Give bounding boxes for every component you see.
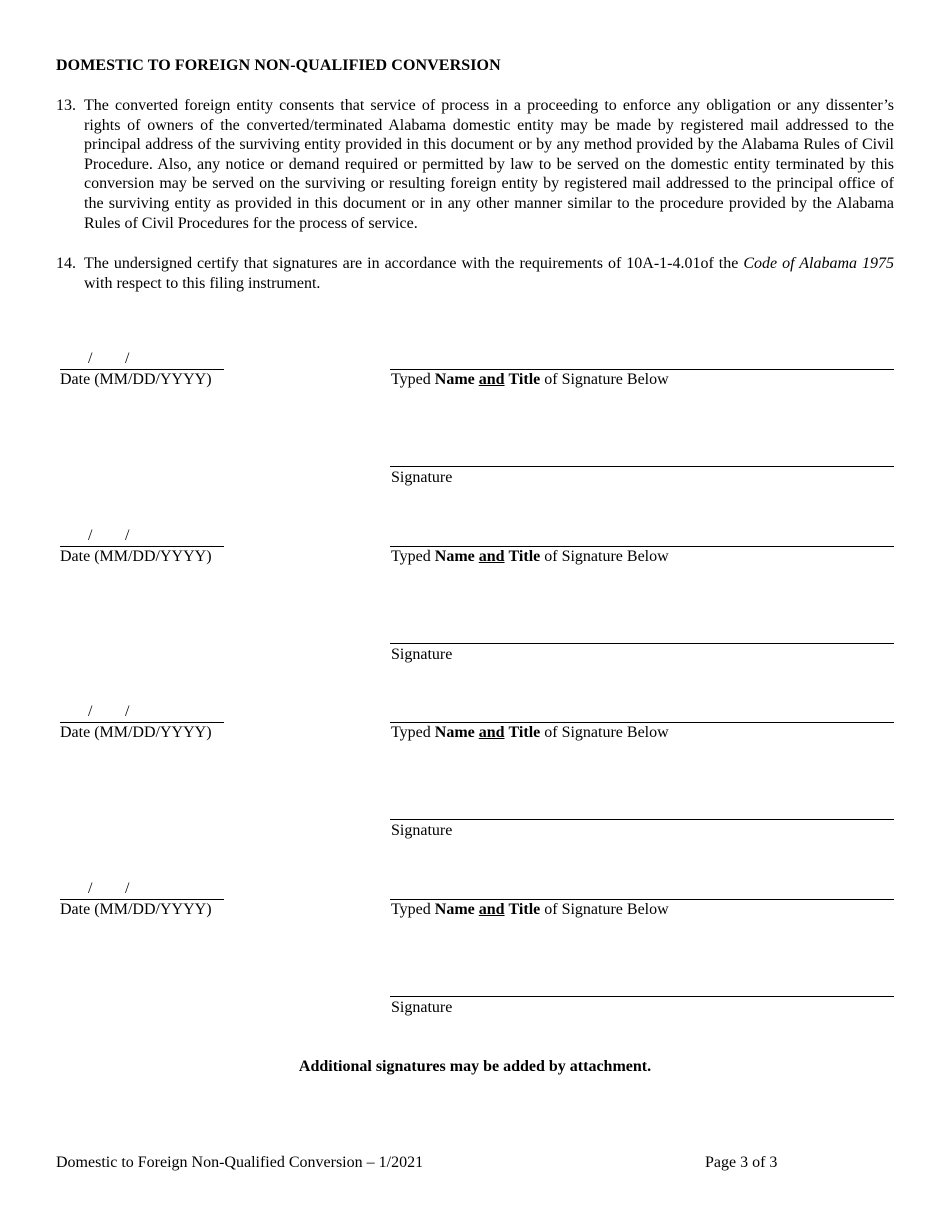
typed-name-field[interactable] xyxy=(390,899,894,900)
typed-name-field[interactable] xyxy=(390,546,894,547)
footer-form-name: Domestic to Foreign Non-Qualified Conversion – 1/2021 xyxy=(56,1154,424,1171)
date-label: Date (MM/DD/YYYY) xyxy=(60,371,212,388)
item-text-before: The undersigned certify that signatures are in accordance with the requirements of 10A-1-4.01of the xyxy=(84,255,744,272)
date-field[interactable] xyxy=(60,880,224,900)
signature-label: Signature xyxy=(391,822,453,839)
signature-field[interactable] xyxy=(390,819,894,820)
signature-label: Signature xyxy=(391,469,453,486)
typed-name-label: Typed Name and Title of Signature Below xyxy=(391,901,669,918)
signature-label: Signature xyxy=(391,646,453,663)
typed-name-label: Typed Name and Title of Signature Below xyxy=(391,548,669,565)
item-13 xyxy=(56,96,894,233)
signature-field[interactable] xyxy=(390,643,894,644)
date-label: Date (MM/DD/YYYY) xyxy=(60,724,212,741)
item-number: 14. xyxy=(56,255,76,272)
date-separator: / xyxy=(125,703,130,720)
item-text xyxy=(84,254,894,293)
date-label: Date (MM/DD/YYYY) xyxy=(60,548,212,565)
typed-name-field[interactable] xyxy=(390,722,894,723)
typed-name-label: Typed Name and Title of Signature Below xyxy=(391,724,669,741)
date-separator: / xyxy=(125,880,130,897)
date-separator: / xyxy=(88,350,93,367)
item-14 xyxy=(56,254,894,293)
date-separator: / xyxy=(125,350,130,367)
signature-field[interactable] xyxy=(390,996,894,997)
date-separator: / xyxy=(125,527,130,544)
date-separator: / xyxy=(88,703,93,720)
signature-field[interactable] xyxy=(390,466,894,467)
date-label: Date (MM/DD/YYYY) xyxy=(60,901,212,918)
footer-page-number: Page 3 of 3 xyxy=(705,1154,778,1171)
signature-block xyxy=(0,350,950,504)
date-field[interactable] xyxy=(60,350,224,370)
typed-name-label: Typed Name and Title of Signature Below xyxy=(391,371,669,388)
signature-block xyxy=(0,880,950,1034)
item-number: 13. xyxy=(56,97,76,114)
additional-signatures-note: Additional signatures may be added by attachment. xyxy=(298,1058,652,1075)
page-heading: DOMESTIC TO FOREIGN NON-QUALIFIED CONVERSION xyxy=(56,57,501,74)
date-field[interactable] xyxy=(60,703,224,723)
date-separator: / xyxy=(88,880,93,897)
signature-label: Signature xyxy=(391,999,453,1016)
item-text-after: with respect to this filing instrument. xyxy=(84,274,321,292)
date-separator: / xyxy=(88,527,93,544)
item-text: The converted foreign entity consents that service of process in a proceeding to enforce any obligation or any dissenter’s rights of owners of the converted/terminated Alabama domestic entity may be made by registered mail addressed to the principal address of the surviving entity provided in this document or by any method provided by the Alabama Rules of Civil Procedure. Also, any notice or demand required or permitted by law to be served on the domestic entity terminated by this conversion may be served on the surviving or resulting foreign entity by registered mail addressed to the principal office of the surviving entity as provided in this document or in any other manner similar to the procedure provided by the Alabama Rules of Civil Procedures for the process of service. xyxy=(84,97,894,232)
signature-block xyxy=(0,527,950,681)
code-of-alabama-citation: Code of Alabama 1975 xyxy=(743,255,895,272)
signature-block xyxy=(0,703,950,857)
typed-name-field[interactable] xyxy=(390,369,894,370)
date-field[interactable] xyxy=(60,527,224,547)
